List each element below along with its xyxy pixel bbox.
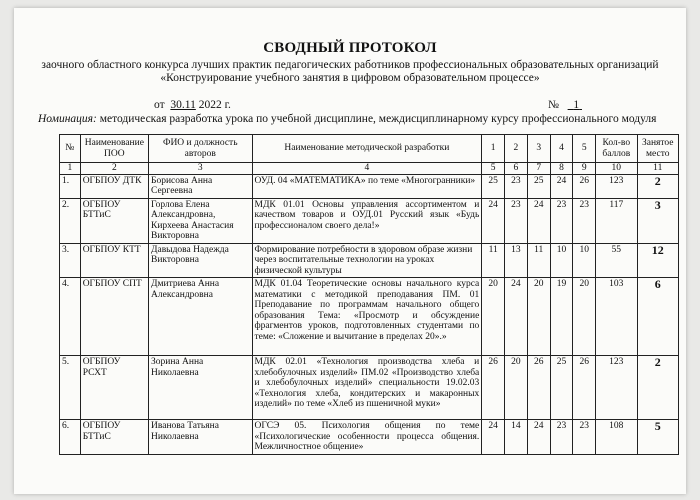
header-cell: Занятое место [637, 135, 679, 163]
header-cell: Кол-во баллов [596, 135, 637, 163]
table-header-row [60, 135, 679, 163]
protocol-page [14, 8, 686, 494]
protocol-number: № 1 [548, 99, 582, 111]
number-value: 1 [573, 99, 580, 111]
column-number-row: 1 2 3 4 5 6 7 8 9 10 11 [60, 163, 679, 175]
table-row: 6. ОГБПОУ БТТиС Иванова Татьяна Николаевна ОГСЭ 05. Психология общения по теме «Психологические особенности процесса общения. Межличностное общение» 24 14 24 23 23 108 5 [60, 420, 679, 455]
header-cell: 2 [505, 135, 528, 163]
nomination [38, 113, 656, 125]
table-row: 2. ОГБПОУ БТТиС Горлова Елена Александровна, Кирхеева Анастасия Викторовна МДК 01.01 Основы управления ассортиментом и качеством товаров и ОУД.01 Русский язык «Будь профессионалом своего дела!» 24 23 24 23 23 117 3 [60, 198, 679, 243]
table-row: 5. ОГБПОУ РСХТ Зорина Анна Николаевна МДК 02.01 «Технология производства хлеба и хлебобулочных изделий» ПМ.02 «Производство хлеба и хлебобулочных изделий» специальности 19.02.03 «Технология хлеба, кондитерских и макаронных изделий» по теме «Хлеб из пшеничной муки» 26 20 26 25 26 123 2 [60, 356, 679, 420]
header-cell: Наименование методической разработки [252, 135, 482, 163]
contest-name: «Конструирование учебного занятия в цифровом образовательном процессе» [160, 72, 540, 84]
page-title: СВОДНЫЙ ПРОТОКОЛ [263, 40, 437, 56]
header-cell: Наименование ПОО [80, 135, 148, 163]
results-table [59, 134, 679, 455]
protocol-date: от 30.11 2022 г. [154, 99, 231, 111]
header-cell: ФИО и должность авторов [149, 135, 253, 163]
header-cell: 5 [573, 135, 596, 163]
page-subtitle: заочного областного конкурса лучших практик педагогических работников профессиональных образовательных организаций [41, 59, 659, 71]
nomination-text: методическая разработка урока по учебной дисциплине, междисциплинарному курсу профессионального модуля [99, 113, 657, 125]
nomination-label: Номинация: [38, 113, 97, 125]
table-row: 3. ОГБПОУ КТТ Давыдова Надежда Викторовна Формирование потребности в здоровом образе жизни через воспитательные технологии на уроках физической культуры 11 13 11 10 10 55 12 [60, 243, 679, 278]
table-row: 1. ОГБПОУ ДТК Борисова Анна Сергеевна ОУД. 04 «МАТЕМАТИКА» по теме «Многогранники» 25 23 25 24 26 123 2 [60, 174, 679, 198]
header-cell: 3 [527, 135, 550, 163]
header-cell: № [60, 135, 81, 163]
date-value: 30.11 [170, 99, 196, 111]
header-cell: 1 [482, 135, 505, 163]
header-cell: 4 [550, 135, 573, 163]
table-row: 4. ОГБПОУ СПТ Дмитриева Анна Александровна МДК 01.04 Теоретические основы начального курса математики с методикой преподавания ПМ. 01 Преподавание по программам начального общего образования Тема: «Просмотр и обсуждение фрагментов уроков, подготовленных студентами по теме: «Сложение и вычитание в пределах 20».» 20 24 20 19 20 103 6 [60, 278, 679, 356]
